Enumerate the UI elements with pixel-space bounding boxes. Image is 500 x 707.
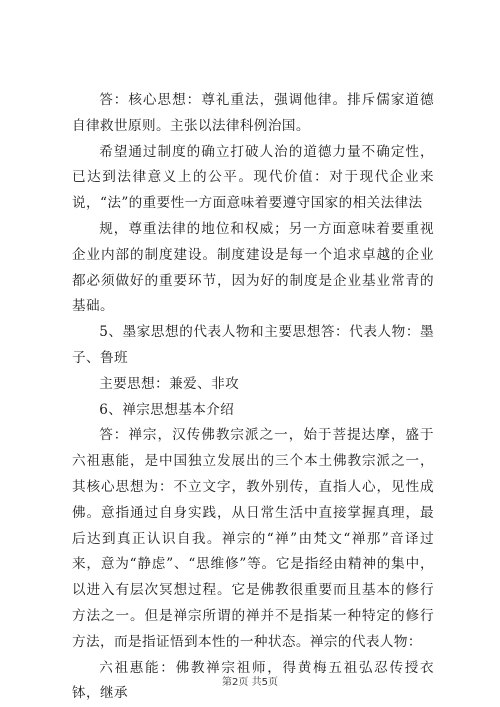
document-body	[72, 88, 434, 707]
paragraph-mohism-thought: 主要思想：兼爱、非攻	[99, 375, 240, 392]
paragraph-huineng: 六祖惠能：佛教禅宗祖师，得黄梅五祖弘忍传授衣钵，继承	[72, 659, 434, 702]
paragraph-legalism-enterprise: 规，尊重法律的地位和权威；另一方面意味着要重视企业内部的制度建设。制度建设是每一个追求卓越的企业都必须做好的重要环节，因为好的制度是企业基业常青的基础。	[72, 220, 434, 315]
paragraph-legalism-goal: 希望通过制度的确立打破人治的道德力量不确定性，已达到法律意义上的公平。现代价值：对于现代企业来说，“法”的重要性一方面意味着要遵守国家的相关法律法	[72, 143, 434, 212]
heading-chan: 6、禅宗思想基本介绍	[99, 401, 235, 418]
paragraph-chan-intro: 答：禅宗，汉传佛教宗派之一，始于菩提达摩，盛于六祖惠能，是中国独立发展出的三个本土佛教宗派之一，其核心思想为：不立文字，教外别传，直指人心，见性成佛。意指通过自身实践，从日常生活中直接掌握真理，最后达到真正认识自我。禅宗的“禅”由梵文“禅那”音译过来，意为“静虑”、“思维修”等。它是指经由精神的集中，以进入有层次冥想过程。它是佛教很重要而且基本的修行方法之一。但是禅宗所谓的禅并不是指某一种特定的修行方法，而是指证悟到本性的一种状态。禅宗的代表人物：	[72, 427, 434, 650]
paragraph-legalism-core: 答：核心思想：尊礼重法，强调他律。排斥儒家道德自律救世原则。主张以法律科例治国。	[72, 92, 434, 134]
page-footer: 第2页 共5页	[222, 677, 278, 688]
heading-mohism: 5、墨家思想的代表人物和主要思想答：代表人物：墨子、鲁班	[72, 324, 434, 366]
